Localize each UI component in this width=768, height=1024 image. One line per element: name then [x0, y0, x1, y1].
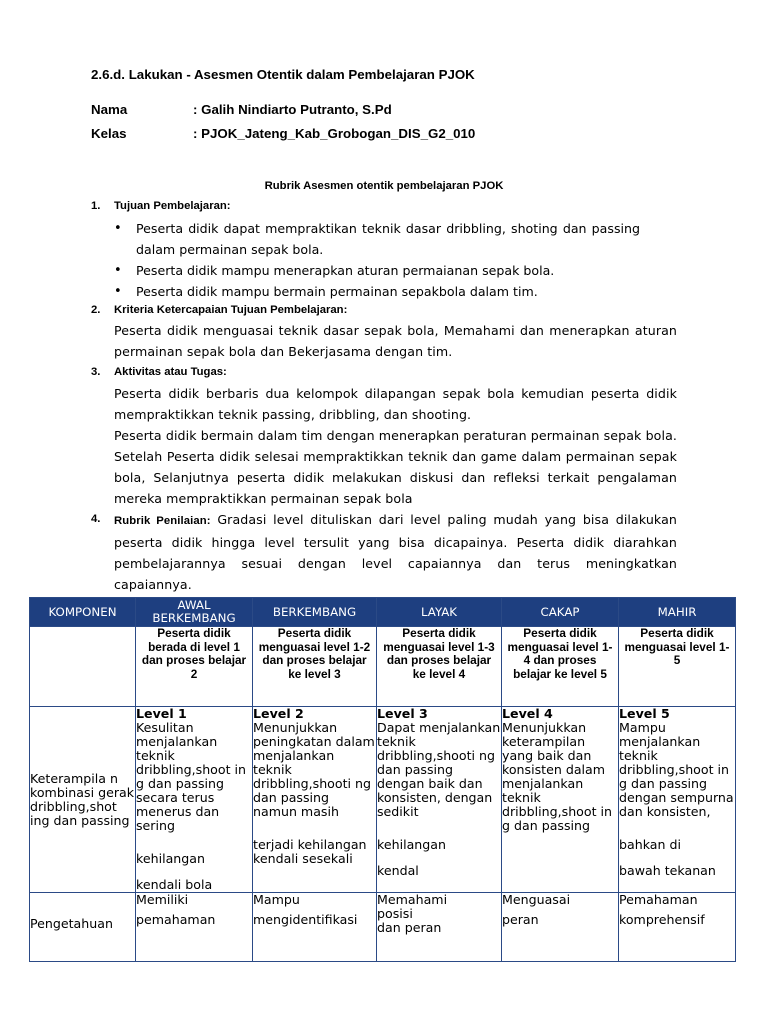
table-cell [377, 893, 502, 962]
table-cell [619, 627, 736, 707]
cell-text: peran [502, 912, 539, 927]
cell-text: Dapat menjalankan teknik dribbling,shooti ng dan passing dengan baik dan konsisten, dengan sedikit [377, 720, 501, 819]
page-title: 2.6.d. Lakukan - Asesmen Otentik dalam Pembelajaran PJOK [91, 67, 475, 82]
level-description: Peserta didik menguasai level 1-3 dan proses belajar ke level 4 [383, 626, 495, 681]
cell-text: Menunjukkan keterampilan yang baik dan konsisten dalam menjalankan teknik dribbling,shoot in g dan passing [502, 720, 613, 833]
table-cell [502, 893, 619, 962]
nama-label: Nama [91, 102, 128, 117]
cell-text: dan peran [377, 920, 442, 935]
nama-value: : Galih Nindiarto Putranto, S.Pd [193, 102, 392, 117]
cell-text: Mampu menjalankan teknik dribbling,shoot in g dan passing dengan sempurna dan konsisten, [619, 720, 734, 819]
level-label: Level 2 [253, 706, 304, 721]
table-cell [619, 893, 736, 962]
table-row [30, 627, 736, 707]
table-cell [136, 707, 253, 893]
level-description: Peserta didik menguasai level 1-5 [624, 626, 730, 667]
cell-text: kendali sesekali [253, 851, 353, 866]
level-description: Peserta didik menguasai level 1-4 dan proses belajar ke level 5 [507, 626, 613, 681]
column-header: BERKEMBANG [253, 598, 377, 627]
cell-text: bahkan di [619, 837, 681, 852]
section-1-number: 1. [91, 200, 101, 212]
cell-text: Kesulitan menjalankan teknik dribbling,shoot in g dan passing secara terus menerus dan sering [136, 720, 247, 833]
cell-text: Mampu [253, 892, 300, 907]
component-cell: Pengetahuan [30, 893, 136, 962]
list-item: • Peserta didik mampu bermain permainan sepakbola dalam tim. [114, 281, 640, 302]
cell-text: terjadi kehilangan [253, 837, 367, 852]
nama-row [91, 102, 392, 117]
table-row [30, 707, 736, 893]
column-header: KOMPONEN [30, 598, 136, 627]
column-header: AWAL BERKEMBANG [136, 598, 253, 627]
level-label: Level 4 [502, 706, 553, 721]
activity-paragraph-2: Peserta didik bermain dalam tim dengan menerapkan peraturan permainan sepak bola. Setelah Peserta didik selesai mempraktikkan teknik dan game dalam permainan sepak bola, Selanjutnya peserta didik melakukan diskusi dan refleksi terkait pengalaman mereka mempraktikkan permainan sepak bola [114, 428, 677, 506]
list-item: • Peserta didik dapat mempraktikan teknik dasar dribbling, shoting dan passing dalam permainan sepak bola. [114, 218, 640, 260]
table-cell [253, 627, 377, 707]
table-cell [377, 707, 502, 893]
section-1-title: Tujuan Pembelajaran: [114, 200, 231, 212]
table-cell [502, 707, 619, 893]
cell-text: kendal [377, 863, 419, 878]
cell-text: bawah tekanan [619, 863, 716, 878]
table-cell [253, 707, 377, 893]
cell-text: kehilangan [136, 851, 205, 866]
level-label: Level 5 [619, 706, 670, 721]
level-description: Peserta didik menguasai level 1-2 dan proses belajar ke level 3 [258, 626, 371, 681]
section-3-number: 3. [91, 366, 101, 378]
cell-text: pemahaman [136, 912, 216, 927]
section-2-title: Kriteria Ketercapaian Tujuan Pembelajaran: [114, 304, 348, 316]
kelas-value: : PJOK_Jateng_Kab_Grobogan_DIS_G2_010 [193, 126, 476, 141]
section-2-number: 2. [91, 304, 101, 316]
cell-text: Menguasai [502, 892, 571, 907]
level-label: Level 1 [136, 706, 187, 721]
section-4-number: 4. [91, 513, 101, 525]
list-item: • Peserta didik mampu menerapkan aturan permaianan sepak bola. [114, 260, 640, 281]
column-header: MAHIR [619, 598, 736, 627]
cell-text: komprehensif [619, 912, 705, 927]
kelas-row [91, 126, 475, 141]
level-description: Peserta didik berada di level 1 dan proses belajar 2 [141, 626, 247, 681]
activity-paragraph-1: Peserta didik berbaris dua kelompok dilapangan sepak bola kemudian peserta didik mempraktikkan teknik passing, dribbling, dan shooting. [114, 386, 677, 422]
rubric-paragraph-text: Gradasi level dituliskan dari level paling mudah yang bisa dilakukan peserta didik hingga level tersulit yang bisa dicapainya. Peserta didik diarahkan pembelajarannya sesuai dengan level capaiannya dan terus meningkatkan capaiannya. [114, 512, 677, 592]
table-cell [30, 627, 136, 707]
table-cell [377, 627, 502, 707]
objectives-list [114, 218, 640, 302]
table-cell [502, 627, 619, 707]
cell-text: mengidentifikasi [253, 912, 358, 927]
column-header: CAKAP [502, 598, 619, 627]
cell-text: Menunjukkan peningkatan dalam menjalankan teknik dribbling,shooti ng dan passing namun masih [253, 720, 375, 819]
cell-text: kendali bola [136, 877, 213, 892]
cell-text: Memahami posisi [377, 892, 448, 921]
column-header: LAYAK [377, 598, 502, 627]
level-label: Level 3 [377, 706, 428, 721]
table-cell [619, 707, 736, 893]
table-row [30, 893, 736, 962]
table-cell [136, 627, 253, 707]
cell-text: Memiliki [136, 892, 189, 907]
rubric-title: Rubrik Asesmen otentik pembelajaran PJOK [264, 180, 504, 192]
rubric-table [29, 597, 736, 962]
rubric-paragraph [114, 509, 677, 595]
table-cell [136, 893, 253, 962]
table-header-row [30, 598, 736, 627]
cell-text: Pemahaman [619, 892, 698, 907]
criteria-paragraph: Peserta didik menguasai teknik dasar sepak bola, Memahami dan menerapkan aturan permainan sepak bola dan Bekerjasama dengan tim. [114, 323, 677, 359]
kelas-label: Kelas [91, 126, 127, 141]
cell-text: kehilangan [377, 837, 446, 852]
section-3-title: Aktivitas atau Tugas: [114, 366, 227, 378]
component-cell: Keterampila n kombinasi gerak dribbling,shot ing dan passing [30, 707, 136, 893]
section-4-title: Rubrik Penilaian: [114, 515, 211, 527]
table-cell [253, 893, 377, 962]
